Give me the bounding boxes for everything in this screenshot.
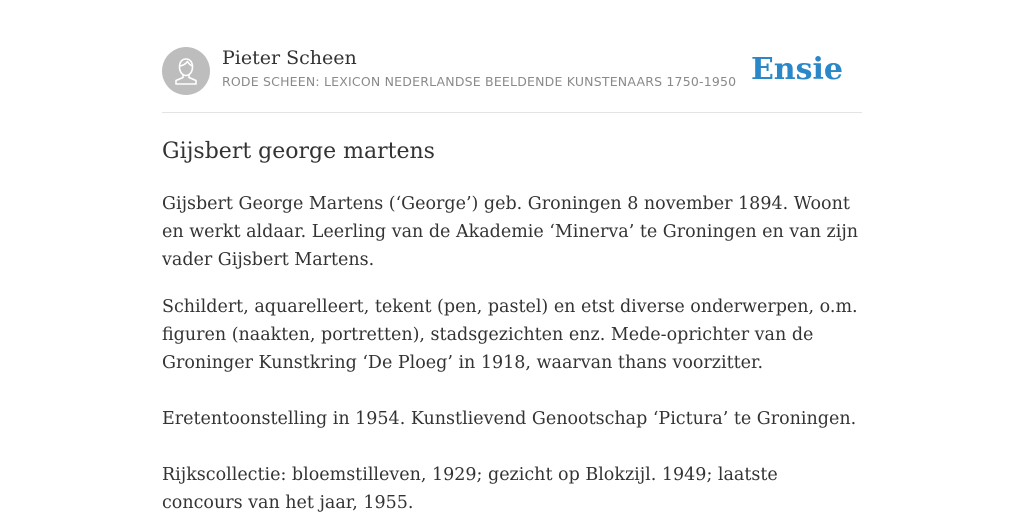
article-title: Gijsbert george martens bbox=[162, 139, 435, 164]
author-name[interactable]: Pieter Scheen bbox=[222, 47, 357, 69]
article-paragraph: Rijkscollectie: bloemstilleven, 1929; gezicht op Blokzijl. 1949; laatste concours van het jaar, 1955. bbox=[162, 465, 778, 512]
ensie-logo[interactable]: Ensie bbox=[750, 52, 843, 87]
source-title[interactable]: RODE SCHEEN: LEXICON NEDERLANDSE BEELDENDE KUNSTENAARS 1750-1950 bbox=[222, 74, 737, 89]
page-container bbox=[162, 0, 862, 512]
article-paragraph: Gijsbert George Martens (‘George’) geb. Groningen 8 november 1894. Woont en werkt aldaar. Leerling van de Akademie ‘Minerva’ te Groningen en van zijn vader Gijsbert Martens. bbox=[162, 194, 859, 270]
article-paragraph: Schildert, aquarelleert, tekent (pen, pastel) en etst diverse onderwerpen, o.m. figuren (naakten, portretten), stadsgezichten enz. Mede-oprichter van de Groninger Kunstkring ‘De Ploeg’ in 1918, waarvan thans voorzitter. bbox=[162, 297, 858, 373]
user-icon bbox=[162, 47, 210, 95]
author-avatar[interactable] bbox=[162, 47, 210, 95]
header bbox=[162, 0, 862, 113]
article-paragraph: Eretentoonstelling in 1954. Kunstlievend Genootschap ‘Pictura’ te Groningen. bbox=[162, 409, 857, 429]
